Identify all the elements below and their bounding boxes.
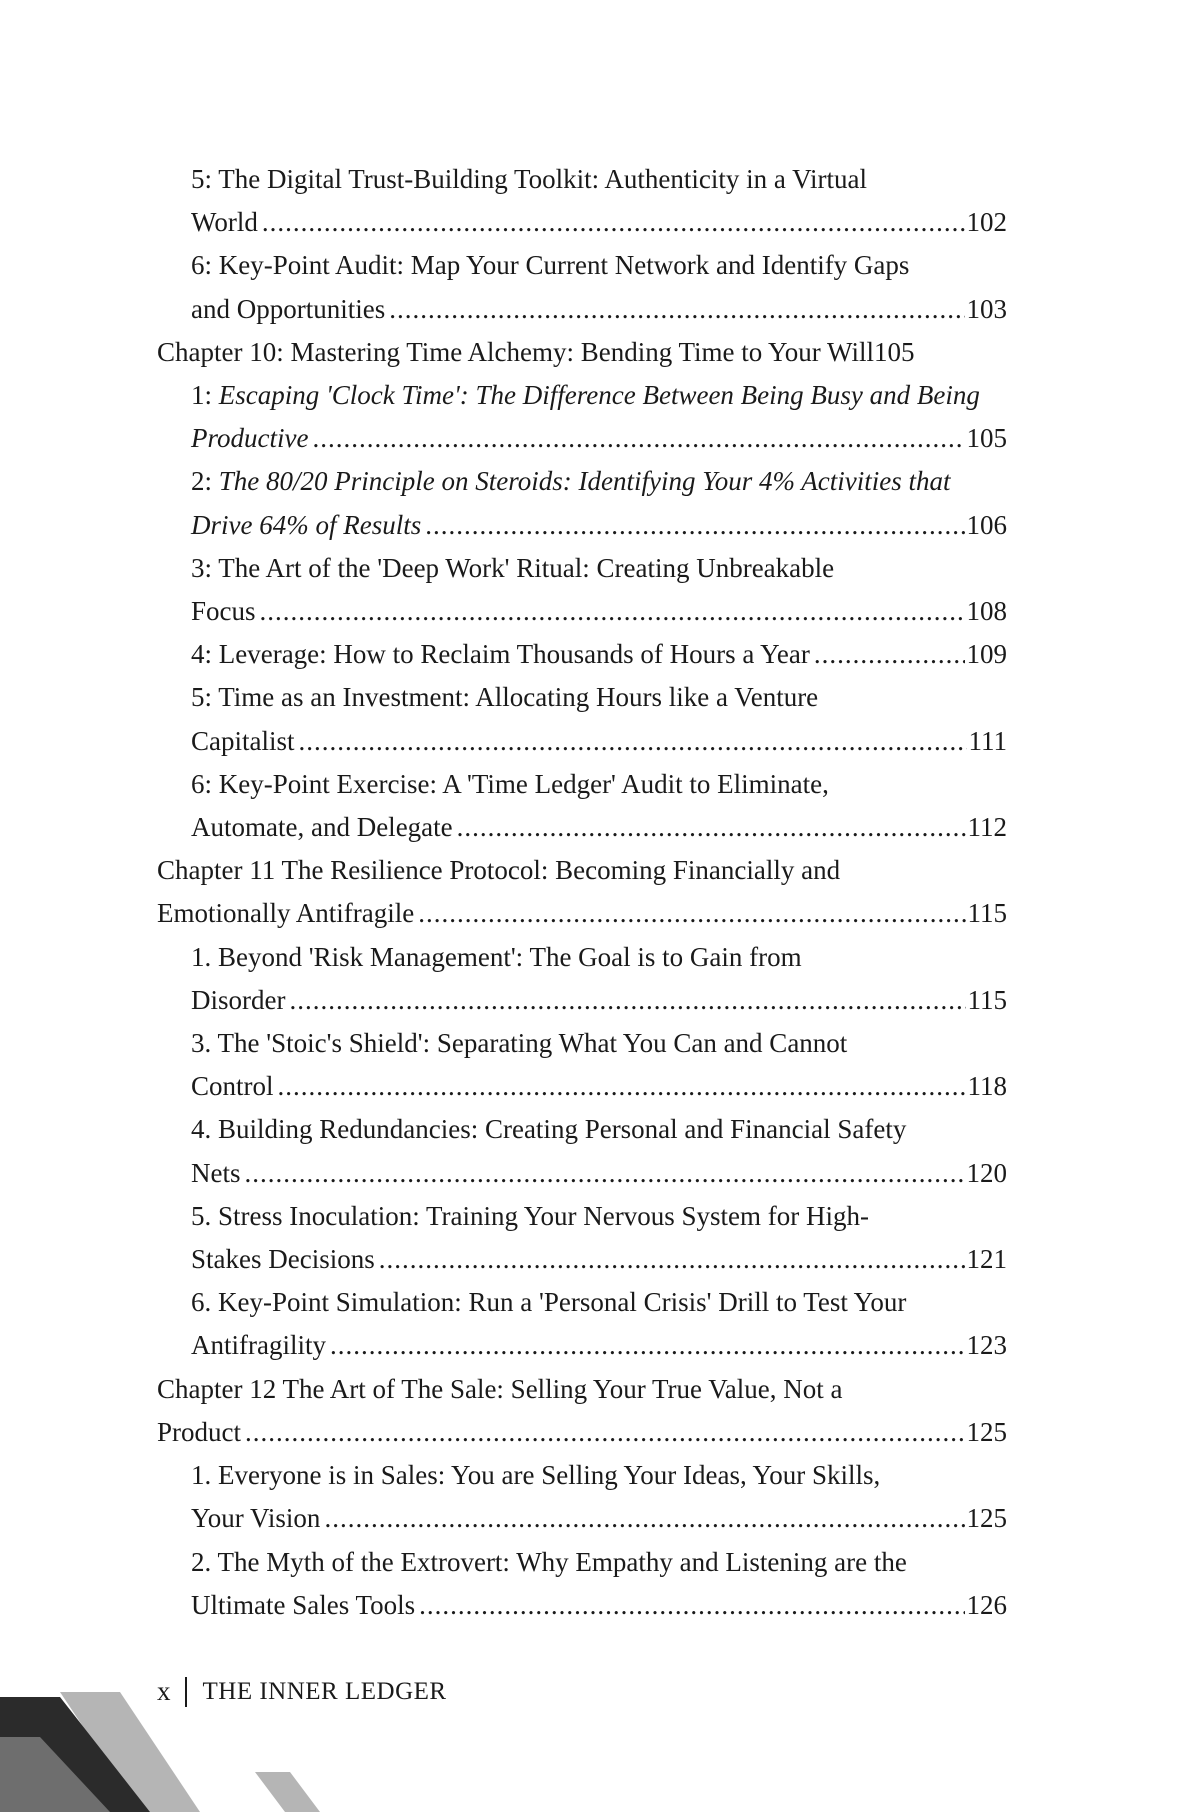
toc-entry-title-line: [157, 1368, 1007, 1411]
toc-entry-text: [191, 633, 810, 676]
toc-entry-title-line: Nets: [191, 1157, 241, 1188]
toc-section-entry[interactable]: [157, 633, 1007, 676]
toc-section-entry[interactable]: [157, 1195, 1007, 1281]
toc-entry-text: [191, 979, 285, 1022]
toc-entry-title-line: [191, 936, 1007, 979]
toc-page-number: 121: [966, 1244, 1007, 1275]
toc-page-number: 108: [966, 596, 1007, 627]
toc-entry-title-line: Automate, and Delegate: [191, 812, 453, 843]
toc-entry-text: [191, 201, 258, 244]
toc-section-entry[interactable]: [157, 1022, 1007, 1108]
toc-entry-title-line: Ultimate Sales Tools: [191, 1589, 416, 1620]
toc-entry-title-line: Focus: [191, 596, 256, 627]
toc-entry-title-line: [191, 460, 1007, 503]
toc-section-entry[interactable]: [157, 936, 1007, 1022]
toc-entry-title-text: 1. Beyond 'Risk Management': The Goal is to Gain from: [191, 941, 802, 972]
toc-entry-title-line: [191, 1195, 1007, 1238]
toc-entry-title-line: [157, 849, 1007, 892]
toc-entry-text: [191, 1152, 241, 1195]
toc-entry-title-line: Product: [157, 1416, 241, 1447]
toc-entry-text: [191, 288, 385, 331]
toc-entry-title-line: Stakes Decisions: [191, 1244, 375, 1275]
toc-section-entry[interactable]: [157, 1541, 1007, 1627]
toc-dot-leader: [245, 1411, 965, 1454]
toc-entry-title-text: 6. Key-Point Simulation: Run a 'Personal Crisis' Drill to Test Your: [191, 1287, 907, 1318]
toc-entry-title-text: 3: The Art of the 'Deep Work' Ritual: Creating Unbreakable: [191, 552, 835, 583]
toc-entry-text: [191, 590, 256, 633]
toc-entry-title-line: Control: [191, 1071, 274, 1102]
toc-page-number: 105: [873, 336, 915, 367]
toc-entry-text: [191, 720, 295, 763]
toc-page-number: 112: [967, 812, 1007, 843]
toc-entry-title-line: [191, 1022, 1007, 1065]
toc-entry-text: [157, 1411, 241, 1454]
toc-entry-title-line: [191, 763, 1007, 806]
toc-entry-text: [191, 1324, 326, 1367]
toc-entry-title-text: 4. Building Redundancies: Creating Personal and Financial Safety: [191, 1114, 907, 1145]
toc-entry-text: [191, 1497, 320, 1540]
toc-entry-title-text: 5: The Digital Trust-Building Toolkit: Authenticity in a Virtual: [191, 164, 868, 194]
toc-chapter-entry[interactable]: [157, 331, 1007, 374]
toc-dot-leader: [419, 1584, 964, 1627]
toc-section-entry[interactable]: [157, 1108, 1007, 1194]
toc-dot-leader: [312, 417, 964, 460]
toc-entry-title-line: [191, 1281, 1007, 1324]
toc-dot-leader: [330, 1324, 965, 1367]
toc-entry-title-line: Productive: [191, 423, 309, 454]
toc-section-entry[interactable]: [157, 244, 1007, 330]
toc-section-entry[interactable]: [157, 460, 1007, 546]
toc-dot-leader: [278, 1065, 966, 1108]
running-book-title: THE INNER LEDGER: [202, 1677, 447, 1705]
toc-page-number: 106: [966, 509, 1007, 540]
toc-dot-leader: [814, 633, 965, 676]
toc-entry-title-text: 2. The Myth of the Extrovert: Why Empathy and Listening are the: [191, 1546, 907, 1577]
toc-entry-title-line: [191, 676, 1007, 719]
toc-page-number: 115: [967, 984, 1007, 1015]
toc-entry-title-line: [191, 1108, 1007, 1151]
toc-entry-title-line: 4: Leverage: How to Reclaim Thousands of Hours a Year: [191, 639, 810, 670]
toc-entry-text: [191, 1584, 415, 1627]
toc-page-number: 102: [966, 207, 1007, 238]
toc-dot-leader: [245, 1152, 965, 1195]
toc-entry-title-line: [191, 244, 1007, 287]
toc-dot-leader: [260, 590, 965, 633]
toc-section-entry[interactable]: [157, 547, 1007, 633]
toc-page-number: 126: [966, 1589, 1007, 1620]
toc-dot-leader: [289, 979, 965, 1022]
toc-page-number: 120: [966, 1157, 1007, 1188]
table-of-contents: [157, 158, 1007, 1627]
toc-section-entry[interactable]: [157, 1454, 1007, 1540]
toc-entry-title-line: World: [191, 207, 258, 238]
toc-entry-prefix: 1:: [191, 380, 219, 411]
toc-section-entry[interactable]: [157, 158, 1007, 244]
toc-section-entry[interactable]: [157, 763, 1007, 849]
toc-entry-text: [191, 1238, 375, 1281]
toc-entry-title-line: Antifragility: [191, 1330, 326, 1361]
toc-entry-title-line: Emotionally Antifragile: [157, 898, 415, 929]
toc-entry-text: [191, 806, 453, 849]
corner-decoration: [0, 1692, 340, 1812]
toc-entry-title-line: [191, 374, 1007, 417]
page-folio: x: [157, 1676, 171, 1706]
toc-section-entry[interactable]: [157, 1281, 1007, 1367]
toc-chapter-entry[interactable]: [157, 1368, 1007, 1454]
toc-entry-title-line: and Opportunities: [191, 293, 386, 324]
toc-page-number: 105: [966, 423, 1007, 454]
toc-dot-leader: [299, 720, 967, 763]
toc-entry-title-text: The 80/20 Principle on Steroids: Identifying Your 4% Activities that: [218, 466, 951, 497]
toc-entry-title-line: Chapter 10: Mastering Time Alchemy: Bending Time to Your Will: [157, 336, 874, 367]
toc-page-number: 125: [966, 1503, 1007, 1534]
toc-dot-leader: [457, 806, 966, 849]
toc-section-entry[interactable]: [157, 676, 1007, 762]
toc-dot-leader: [262, 201, 965, 244]
toc-entry-title-text: 6: Key-Point Audit: Map Your Current Network and Identify Gaps: [191, 250, 910, 281]
toc-entry-title-text: 1. Everyone is in Sales: You are Selling Your Ideas, Your Skills,: [191, 1460, 881, 1491]
toc-section-entry[interactable]: [157, 374, 1007, 460]
corner-stripe-thin: [255, 1772, 320, 1812]
toc-entry-title-text: Chapter 11 The Resilience Protocol: Becoming Financially and: [157, 855, 841, 886]
toc-entry-title-text: 3. The 'Stoic's Shield': Separating What You Can and Cannot: [191, 1028, 848, 1059]
toc-entry-title-text: 6: Key-Point Exercise: A 'Time Ledger' Audit to Eliminate,: [191, 768, 829, 799]
toc-page-number: 103: [966, 293, 1007, 324]
toc-entry-title-line: Drive 64% of Results: [191, 509, 422, 540]
toc-entry-text: [191, 504, 421, 547]
toc-page-number: 109: [966, 639, 1007, 670]
toc-page-number: 115: [967, 898, 1007, 929]
toc-entry-title-line: [191, 547, 1007, 590]
toc-dot-leader: [324, 1497, 964, 1540]
toc-entry-text: [191, 1065, 274, 1108]
toc-entry-title-text: Escaping 'Clock Time': The Difference Between Being Busy and Being: [218, 380, 980, 411]
toc-page-number: 111: [968, 725, 1007, 756]
toc-entry-title-text: 5. Stress Inoculation: Training Your Nervous System for High-: [191, 1200, 870, 1231]
toc-entry-title-line: Capitalist: [191, 725, 295, 756]
toc-page-number: 123: [966, 1330, 1007, 1361]
toc-dot-leader: [418, 892, 965, 935]
toc-dot-leader: [425, 504, 964, 547]
toc-dot-leader: [389, 288, 964, 331]
toc-entry-prefix: 2:: [191, 466, 219, 497]
toc-page-number: 125: [966, 1416, 1007, 1447]
toc-entry-title-line: Disorder: [191, 984, 286, 1015]
toc-entry-title-line: [191, 1454, 1007, 1497]
toc-page-number: 118: [967, 1071, 1007, 1102]
toc-dot-leader: [379, 1238, 965, 1281]
toc-entry-text: [191, 417, 308, 460]
toc-entry-text: [157, 331, 874, 374]
toc-chapter-entry[interactable]: [157, 849, 1007, 935]
toc-entry-text: [157, 892, 414, 935]
toc-entry-title-line: [191, 158, 1007, 201]
toc-entry-title-line: Your Vision: [191, 1503, 321, 1534]
toc-entry-title-line: [191, 1541, 1007, 1584]
toc-entry-title-text: 5: Time as an Investment: Allocating Hours like a Venture: [191, 682, 819, 713]
toc-entry-title-text: Chapter 12 The Art of The Sale: Selling Your True Value, Not a: [157, 1373, 843, 1404]
